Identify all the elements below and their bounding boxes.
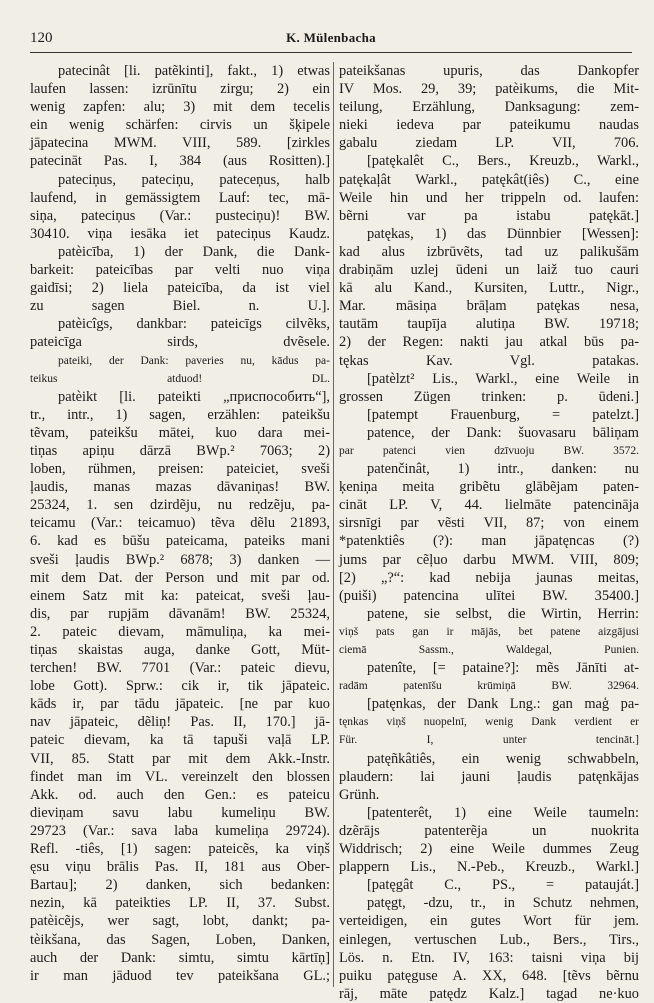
running-title: K. Mülenbacha [286, 30, 376, 45]
text-line: terchen! BW. 7701 (Var.: pateic dievu, [30, 660, 330, 677]
text-line: Widdrisch; 2) eine Weile dummes Zeug [339, 841, 639, 858]
text-line: dis, par rupjām dāvanām! BW. 25324, [30, 605, 330, 622]
text-line: patecināt Pas. I, 384 (aus Rositten).] [30, 153, 330, 170]
text-line: 29723 (Var.: sava laba kumeliņa 29724). [30, 822, 330, 839]
text-line: kāds ir, par tādu jāpateic. [ne par kuo [30, 696, 330, 713]
text-line: teikus atduod! DL. [30, 372, 330, 385]
text-line: pateic dievam, ka tā tapuši vaļā LP. [30, 732, 330, 749]
text-line: (puiši) patencina ulītei BW. 35400.] [339, 587, 639, 604]
text-line: VII, 85. Statt par mit dem Akk.-Instr. [30, 750, 330, 767]
text-line: plappern Lis., N.-Peb., Kreuzb., Warkl.] [339, 859, 639, 876]
page-header [30, 30, 632, 52]
text-line: tiņas skaistas auga, danke Gott, Müt- [30, 642, 330, 658]
text-line: tr., intr., 1) sagen, erzählen: pateikšu [30, 406, 330, 423]
text-line: ļaudis, manas mazas dāvaniņas! BW. [30, 479, 330, 496]
text-line: nav jāpateic, dẽliņ! Pas. II, 170.] jā- [30, 714, 330, 731]
text-line: mit dem Dat. der Person und mit par od. [30, 569, 330, 586]
text-line: verteidigen, ein gutes Wort für jem. [339, 913, 639, 930]
text-line: [patękalêt C., Bers., Kreuzb., Warkl., [367, 153, 639, 170]
text-line: patèicîgs, dankbar: pateicīgs cilvẽks, [58, 316, 330, 333]
text-line: patene, sie selbst, die Wirtin, Herrin: [367, 605, 639, 622]
text-line: [patenterêt, 1) eine Weile taumeln: [367, 804, 639, 821]
column-divider [333, 62, 334, 987]
text-line: Akk. od. auch den Gen.: es pateicu [30, 786, 330, 803]
text-line: patękaļât Warkl., patękât(iês) C., eine [339, 171, 639, 188]
text-line: tękas Kav. Vgl. patakas. [339, 352, 639, 369]
text-line: jums par cẽļuo darbu MWM. VIII, 809; [339, 551, 639, 568]
text-line: 25324, 1. sen dzirdẽju, nu redzẽju, pa- [30, 497, 330, 514]
text-line: wenig zapfen: alu; 3) mit dem tecelis [30, 99, 330, 116]
text-line: patèicība, 1) der Dank, die Dank- [58, 243, 330, 260]
text-line: drabiņām uzlej ūdeni un laiž tuo cauri [339, 262, 639, 279]
text-line: Weile hin und her trippeln od. laufen: [339, 189, 639, 206]
text-line: tiņas apiņu dārzā BWp.² 7063; 2) [30, 442, 330, 459]
text-line: einlegen, vertuschen Lub., Bers., Tirs., [339, 931, 639, 948]
text-line: ir man jāduod tev pateikšana GL.; [30, 967, 330, 984]
text-line: rāj, māte patędz Kalz.] tagad ne·kuo [339, 985, 639, 1002]
text-line: Mar. māsiņa brāļam patękas nesa, [339, 298, 639, 315]
text-line: laufen lassen: izrūnītu zirgu; 2) ein [30, 81, 330, 98]
text-line: Für. I, unter tencināt.] [339, 734, 639, 747]
text-line: tautām taupīja alutiņa BW. 19718; [339, 316, 639, 333]
text-line: ķeniņa meita gribẽtu glābẽjam paten- [339, 479, 639, 496]
text-line: cināt LP. V, 44. lielmāte patencināja [339, 497, 639, 514]
text-line: einem Satz mit ka: pateicat, sveši ļau- [30, 587, 330, 604]
text-line: teilung, Erzählung, Danksagung: zem- [339, 99, 639, 116]
text-line: 2) der Regen: nakti jau atkal būs pa- [339, 334, 639, 351]
right-column [339, 62, 639, 1002]
text-line: tęnkas viņš nuopelnī, wenig Dank verdient er [339, 716, 639, 729]
text-line: laufend, in gemässigtem Lauf: tec, mā- [30, 189, 330, 206]
text-line: nieki iedeva par pateikumu naudas [339, 117, 639, 134]
text-line: par patenci vien dzīvuoju BW. 3572. [339, 444, 639, 457]
text-line: patence, der Dank: šuovasaru bāliņam [367, 424, 639, 441]
page-number: 120 [30, 30, 53, 46]
text-line: patèikt [li. pateikti „приспособить“], [58, 388, 330, 405]
text-line: teicamu (Var.: teicamuo) tẽva dẽlu 21893, [30, 515, 330, 532]
text-line: Bartau]; 2) danken, sich bedanken: [30, 877, 330, 894]
text-line: zu sagen Biel. n. U.]. [30, 298, 330, 315]
text-line: loben, rühmen, preisen: pateiciet, sveši [30, 461, 330, 478]
text-line: patęgt, -dzu, tr., in Schutz nehmen, [367, 895, 639, 912]
text-line: lobe Gott). Sprw.: cik ir, tik jāpateic. [30, 678, 330, 695]
text-line: tẽvam, pateikšu mātei, kuo dara mei- [30, 424, 330, 441]
text-line: dieviņam savu labu kumeliņu BW. [30, 804, 330, 821]
text-line: radām patenīšu krūmiņā BW. 32964. [339, 680, 639, 693]
text-line: patenčinât, 1) intr., danken: nu [367, 461, 639, 478]
text-line: pateiki, der Dank: paveries nu, kādus pa- [58, 354, 330, 367]
text-line: Lös. n. Etn. IV, 163: taisni viņa bij [339, 949, 639, 966]
text-line: pateicīga sirds, dvẽsele. [30, 334, 330, 351]
text-line: bẽrni var pa istabu patękāt.] [339, 207, 639, 224]
text-line: nezin, kā pateikties LP. II, 37. Subst. [30, 895, 330, 912]
text-line: jāpatecina MWM. VIII, 589. [zirkles [30, 135, 330, 152]
text-line: kad alus izbrūvẽts, tad uz palikušām [339, 243, 639, 260]
left-column [30, 62, 330, 992]
text-line: ein wenig schärfen: cirvis un šķipele [30, 117, 330, 134]
text-line: patęñkâtiês, ein wenig schwabbeln, [367, 750, 639, 767]
text-line: sveši ļaudis BWp.² 6878; 3) danken — [30, 551, 330, 568]
text-line: ciemā Sassm., Waldegal, Punien. [339, 644, 639, 656]
text-line: Grünh. [339, 786, 380, 803]
text-line: Refl. -tiês, [1) sagen: pateicẽs, ka viņš [30, 841, 330, 858]
text-line: [2) „?“: kad nebija jaunas meitas, [339, 569, 639, 586]
text-line: grossen Zügen trinken: p. ūdeni.] [339, 388, 639, 405]
text-line: gaidīsi; 2) liela pateicība, da ist viel [30, 280, 330, 297]
text-line: [patęgât C., PS., = patauját.] [367, 877, 639, 894]
text-line: [patèlzt² Lis., Warkl., eine Weile in [367, 370, 639, 387]
text-line: auch der Dank: simtu, simtu kārtīņ] [30, 949, 330, 966]
text-line: viņš pats gan ir mājās, bet patene aizgājusi [339, 625, 639, 638]
text-line: patecinât [li. patẽkinti], fakt., 1) etwas [58, 63, 330, 79]
text-line: *patenktiês (?): man jāpatęncas (?) [339, 533, 639, 550]
text-line: [patempt Frauenburg, = patelzt.] [367, 406, 639, 423]
text-line: IV Mos. 29, 39; patèikums, die Mit- [339, 81, 639, 98]
text-line: pateciņus, pateciņu, pateceņus, halb [58, 171, 330, 188]
text-line: patękas, 1) das Dünnbier [Wessen]: [367, 225, 639, 242]
text-line: 6. kad es būšu pateicama, pateiks mani [30, 533, 330, 550]
text-line: [patęnkas, der Dank Lng.: gan maģ pa- [367, 696, 639, 713]
text-line: tèikšana, das Sagen, Loben, Danken, [30, 931, 330, 948]
text-line: gabalu ziedam LP. VII, 706. [339, 135, 639, 152]
text-line: patenîte, [= pataine?]: mẽs Jānīti at- [367, 660, 639, 677]
text-line: ęsu viņu brālis Pas. II, 181 aus Ober- [30, 859, 330, 876]
text-line: sirsnīgi par vẽsti VII, 87; von einem [339, 515, 639, 532]
text-line: puiku patęguse A. XX, 648. [tẽvs bẽrnu [339, 967, 639, 984]
text-line: plaudern: lai jauni ļaudis patęnkājas [339, 768, 639, 785]
header-rule [30, 52, 632, 53]
text-line: 2. pateic dievam, māmuliņa, ka mei- [30, 623, 330, 640]
text-line: dzẽrājs patenterẽja un nuokrita [339, 822, 639, 839]
text-line: barkeit: pateicības par velti nuo viņa [30, 262, 330, 279]
text-line: siņa, pateciņus (Var.: pusteciņu)! BW. [30, 207, 330, 224]
text-line: kā alu Kand., Kursiten, Luttr., Nigr., [339, 280, 639, 297]
text-line: patèicẽjs, wer sagt, lobt, dankt; pa- [30, 913, 330, 930]
text-line: findet man im VL. vereinzelt den blossen [30, 768, 330, 785]
text-line: 30410. viņa iesāka iet pateciņus Kaudz. [30, 225, 330, 242]
text-line: pateikšanas upuris, das Dankopfer [339, 63, 639, 79]
